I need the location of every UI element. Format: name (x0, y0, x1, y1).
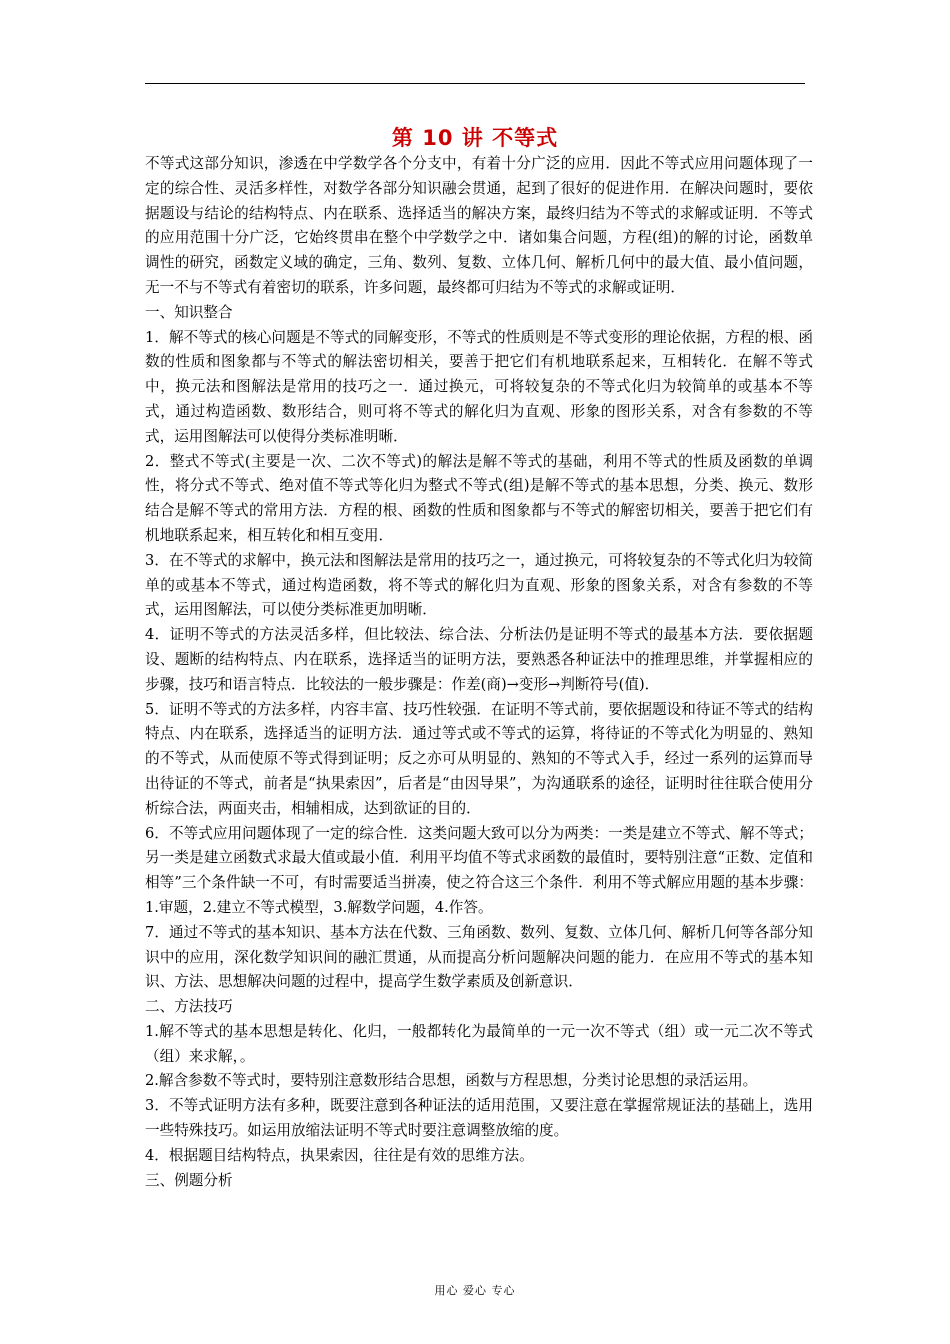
knowledge-item: 3．在不等式的求解中，换元法和图解法是常用的技巧之一，通过换元，可将较复杂的不等式化归为较简单的或基本不等式，通过构造函数，将不等式的解化归为直观、形象的图象关系，对含有参数的不等式，运用图解法，可以使分类标准更加明晰． (145, 551, 813, 619)
knowledge-item: 1．解不等式的核心问题是不等式的同解变形，不等式的性质则是不等式变形的理论依据，方程的根、函数的性质和图象都与不等式的解法密切相关，要善于把它们有机地联系起来，互相转化．在解不等式中，换元法和图解法是常用的技巧之一．通过换元，可将较复杂的不等式化归为较简单的或基本不等式，通过构造函数、数形结合，则可将不等式的解化归为直观、形象的图形关系，对含有参数的不等式，运用图解法可以使得分类标准明晰． (145, 328, 813, 445)
method-item: 2.解含参数不等式时，要特别注意数形结合思想，函数与方程思想，分类讨论思想的录活运用。 (145, 1072, 758, 1090)
method-item: 1.解不等式的基本思想是转化、化归，一般都转化为最简单的一元一次不等式（组）或一元二次不等式（组）来求解，。 (145, 1022, 813, 1065)
knowledge-item: 7．通过不等式的基本知识、基本方法在代数、三角函数、数列、复数、立体几何、解析几何等各部分知识中的应用，深化数学知识间的融汇贯通，从而提高分析问题解决问题的能力．在应用不等式的基本知识、方法、思想解决问题的过程中，提高学生数学素质及创新意识． (145, 923, 813, 991)
intro-paragraph: 不等式这部分知识，渗透在中学数学各个分支中，有着十分广泛的应用．因此不等式应用问题体现了一定的综合性、灵活多样性，对数学各部分知识融会贯通，起到了很好的促进作用．在解决问题时，要依据题设与结论的结构特点、内在联系、选择适当的解决方案，最终归结为不等式的求解或证明．不等式的应用范围十分广泛，它始终贯串在整个中学数学之中．诸如集合问题，方程(组)的解的讨论，函数单调性的研究，函数定义域的确定，三角、数列、复数、立体几何、解析几何中的最大值、最小值问题，无一不与不等式有着密切的联系，许多问题，最终都可归结为不等式的求解或证明． (145, 155, 813, 296)
document-body (145, 152, 813, 1193)
section-heading-examples: 三、例题分析 (145, 1171, 233, 1189)
knowledge-item: 4．证明不等式的方法灵活多样，但比较法、综合法、分析法仍是证明不等式的最基本方法．要依据题设、题断的结构特点、内在联系，选择适当的证明方法，要熟悉各种证法中的推理思维，并掌握相应的步骤，技巧和语言特点．比较法的一般步骤是：作差(商)→变形→判断符号(值)． (145, 626, 813, 693)
page-footer: 用心 爱心 专心 (434, 1284, 516, 1297)
knowledge-item: 2．整式不等式(主要是一次、二次不等式)的解法是解不等式的基础，利用不等式的性质及函数的单调性，将分式不等式、绝对值不等式等化归为整式不等式(组)是解不等式的基本思想，分类、换元、数形结合是解不等式的常用方法．方程的根、函数的性质和图象都与不等式的解密切相关，要善于把它们有机地联系起来，相互转化和相互变用． (145, 452, 813, 544)
method-item: 3．不等式证明方法有多种，既要注意到各种证法的适用范围，又要注意在掌握常规证法的基础上，选用一些特殊技巧。如运用放缩法证明不等式时要注意调整放缩的度。 (145, 1097, 813, 1140)
header-rule (145, 83, 805, 84)
knowledge-item: 5．证明不等式的方法多样，内容丰富、技巧性较强．在证明不等式前，要依据题设和待证不等式的结构特点、内在联系，选择适当的证明方法．通过等式或不等式的运算，将待证的不等式化为明显的、熟知的不等式，从而使原不等式得到证明；反之亦可从明显的、熟知的不等式入手，经过一系列的运算而导出待证的不等式，前者是“执果索因”，后者是“由因导果”，为沟通联系的途径，证明时往往联合使用分析综合法，两面夹击，相辅相成，达到欲证的目的． (145, 700, 813, 817)
method-item: 4．根据题目结构特点，执果索因，往往是有效的思维方法。 (145, 1146, 534, 1164)
section-heading-knowledge: 一、知识整合 (145, 303, 233, 321)
section-heading-methods: 二、方法技巧 (145, 998, 233, 1016)
page-title: 第 10 讲 不等式 (391, 126, 559, 150)
knowledge-item: 6．不等式应用问题体现了一定的综合性．这类问题大致可以分为两类：一类是建立不等式、解不等式；另一类是建立函数式求最大值或最小值．利用平均值不等式求函数的最值时，要特别注意“正数、定值和相等”三个条件缺一不可，有时需要适当拼凑，使之符合这三个条件．利用不等式解应用题的基本步骤：1.审题，2.建立不等式模型，3.解数学问题，4.作答。 (145, 824, 813, 916)
